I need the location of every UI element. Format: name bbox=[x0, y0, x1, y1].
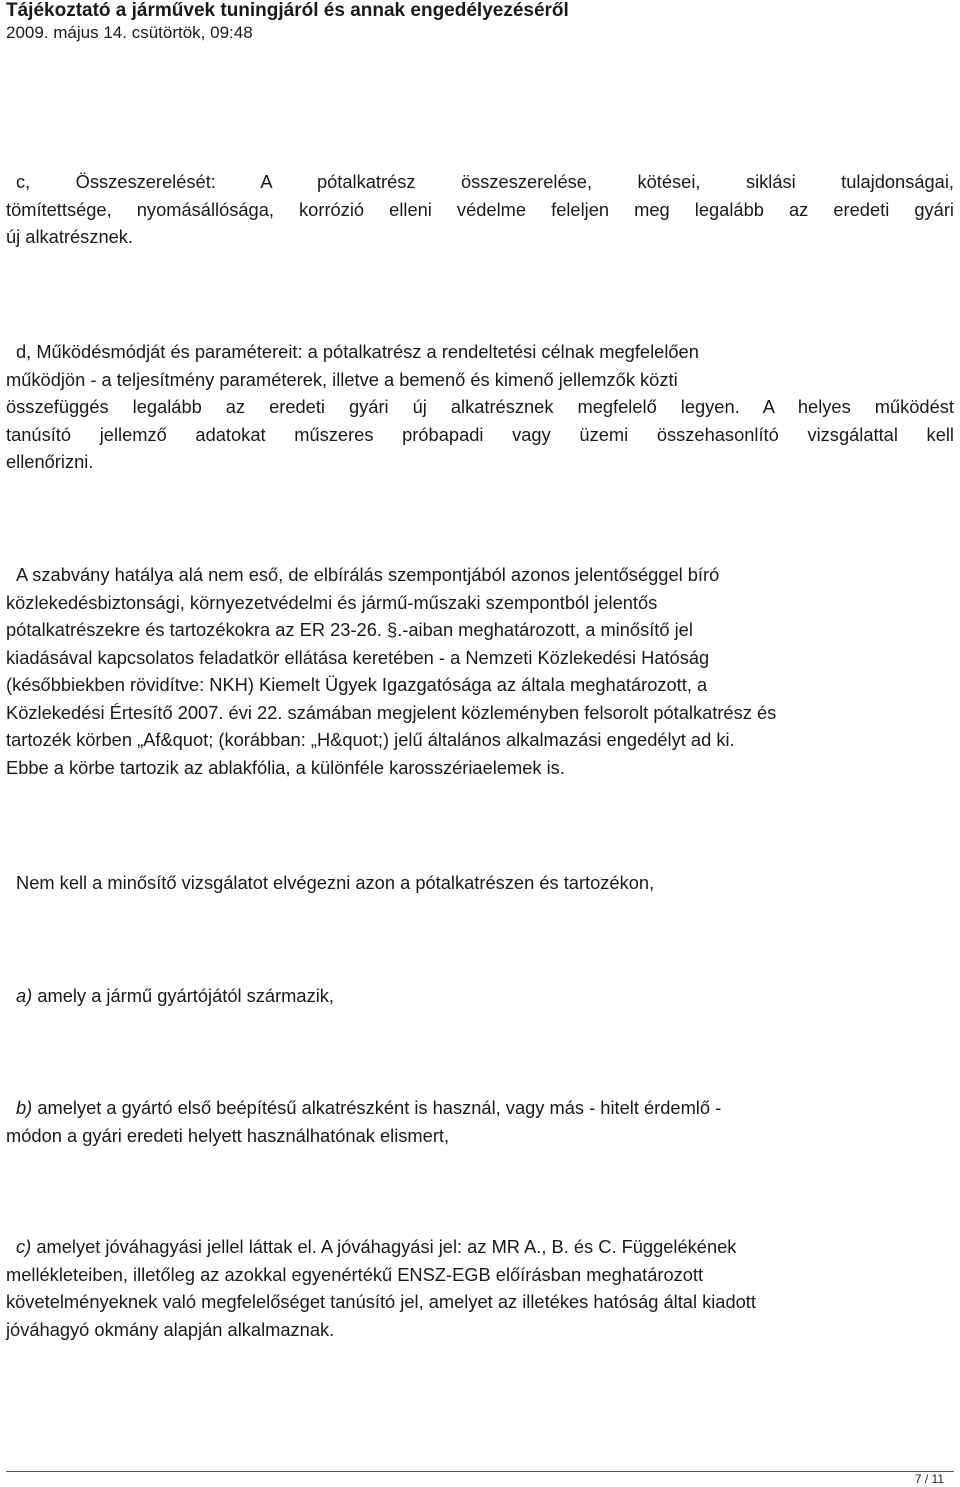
text-line: amely a jármű gyártójától származik, bbox=[32, 985, 335, 1006]
list-item-c bbox=[6, 1233, 954, 1343]
text-line: tanúsító jellemző adatokat műszeres próbapadi vagy üzemi összehasonlító vizsgálattal kell bbox=[6, 423, 954, 445]
text-line: (későbbiekben rövidítve: NKH) Kiemelt Ügyek Igazgatósága az általa meghatározott, a bbox=[6, 674, 708, 695]
page-header bbox=[6, 0, 956, 44]
text-line: tartozék körben „Af&quot; (korábban: „H&quot;) jelű általános alkalmazási engedélyt ad ki. bbox=[6, 729, 735, 750]
text-line: új alkatrésznek. bbox=[6, 226, 134, 247]
text-line: A szabvány hatálya alá nem eső, de elbírálás szempontjából azonos jelentőséggel bíró bbox=[16, 564, 720, 585]
text-line: jóváhagyó okmány alapján alkalmaznak. bbox=[6, 1318, 335, 1340]
text-line: amelyet jóváhagyási jellel láttak el. A jóváhagyási jel: az MR A., B. és C. Függelékének bbox=[31, 1236, 737, 1257]
text-line: d, Működésmódját és paramétereit: a pótalkatrész a rendeltetési célnak megfelelően bbox=[16, 341, 699, 362]
paragraph-assembly bbox=[6, 168, 954, 251]
list-item-b bbox=[6, 1094, 954, 1149]
text-line: tömítettsége, nyomásállósága, korrózió elleni védelme feleljen meg legalább az eredeti gyári bbox=[6, 198, 954, 220]
paragraph-operation bbox=[6, 338, 954, 476]
text-line: működjön - a teljesítmény paraméterek, illetve a bemenő és kimenő jellemzők közti bbox=[6, 368, 678, 390]
document-date: 2009. május 14. csütörtök, 09:48 bbox=[6, 23, 253, 42]
text-line: Nem kell a minősítő vizsgálatot elvégezni azon a pótalkatrészen és tartozékon, bbox=[16, 872, 655, 893]
footer-divider bbox=[6, 1471, 954, 1472]
text-line: kiadásával kapcsolatos feladatkör ellátása keretében - a Nemzeti Közlekedési Hatóság bbox=[6, 646, 710, 668]
paragraph-exemptions-intro bbox=[6, 869, 954, 897]
text-line: Ebbe a körbe tartozik az ablakfólia, a különféle karosszériaelemek is. bbox=[6, 756, 565, 778]
text-line: mellékleteiben, illetőleg az azokkal egyenértékű ENSZ-EGB előírásban meghatározott bbox=[6, 1263, 704, 1285]
text-line: közlekedésbiztonsági, környezetvédelmi és jármű-műszaki szempontból jelentős bbox=[6, 591, 658, 613]
text-line: követelményeknek való megfelelőséget tanúsító jel, amelyet az illetékes hatóság által kiadott bbox=[6, 1291, 756, 1312]
text-line: c, Összeszerelését: A pótalkatrész összeszerelése, kötései, siklási tulajdonságai, bbox=[16, 171, 954, 192]
text-line: Közlekedési Értesítő 2007. évi 22. számában megjelent közleményben felsorolt pótalkatrész és bbox=[6, 701, 777, 723]
list-marker: b) bbox=[16, 1097, 33, 1118]
document-title: Tájékoztató a járművek tuningjáról és annak engedélyezéséről bbox=[6, 0, 569, 21]
paragraph-standard-scope bbox=[6, 561, 954, 781]
text-line: pótalkatrészekre és tartozékokra az ER 23-26. §.-aiban meghatározott, a minősítő jel bbox=[6, 619, 693, 640]
text-line: összefüggés legalább az eredeti gyári új alkatrésznek megfelelő legyen. A helyes működést bbox=[6, 396, 954, 417]
list-marker: c) bbox=[16, 1236, 32, 1257]
text-line: amelyet a gyártó első beépítésű alkatrészként is használ, vagy más - hitelt érdemlő - bbox=[32, 1097, 722, 1118]
text-line: módon a gyári eredeti helyett használhatónak elismert, bbox=[6, 1124, 450, 1146]
list-item-a bbox=[6, 982, 954, 1010]
page-number: 7 / 11 bbox=[914, 1472, 944, 1486]
list-marker: a) bbox=[16, 985, 33, 1006]
text-line: ellenőrizni. bbox=[6, 451, 94, 472]
